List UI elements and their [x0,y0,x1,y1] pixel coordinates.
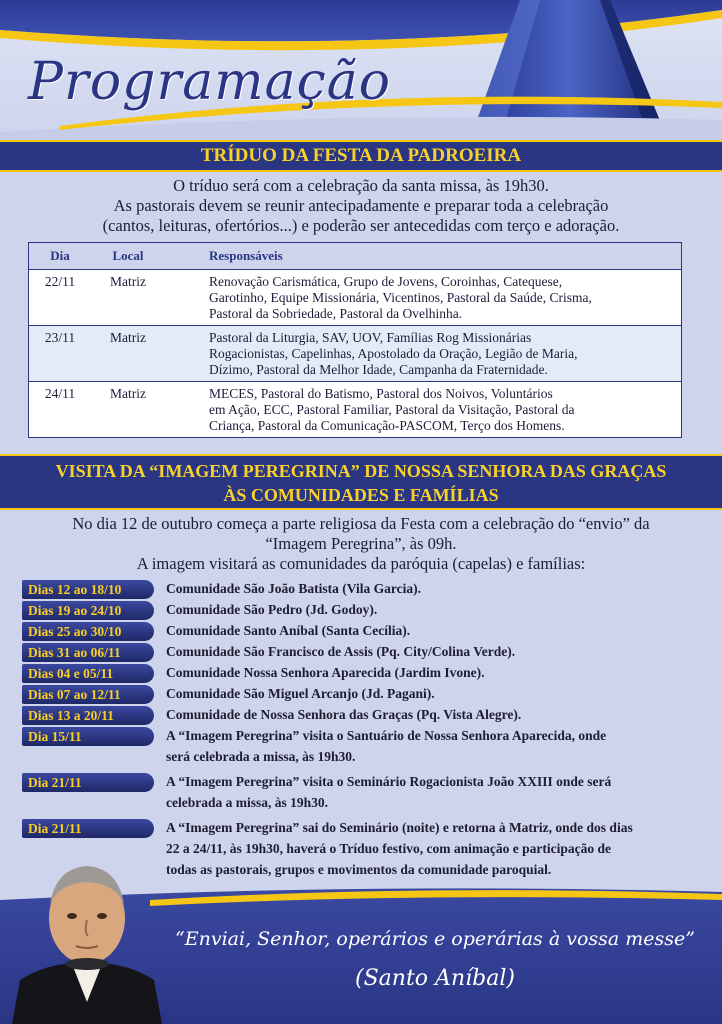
resp-line: Criança, Pastoral da Comunicação-PASCOM, Terço dos Homens. [209,418,565,433]
date-badge: Dias 19 ao 24/10 [22,601,154,620]
cell-local: Matriz [110,330,146,345]
cell-day: 23/11 [44,330,76,345]
cell-local: Matriz [110,386,146,401]
schedule-text: A “Imagem Peregrina” visita o Seminário Rogacionista João XXIII onde será [166,774,612,789]
visita-heading-line: VISITA DA “IMAGEM PEREGRINA” DE NOSSA SENHORA DAS GRAÇAS [55,461,667,481]
cell-day: 24/11 [44,386,76,401]
resp-line: Pastoral da Liturgia, SAV, UOV, Famílias Rog Missionárias [209,330,532,345]
date-badge: Dias 07 ao 12/11 [22,685,154,704]
triduo-intro [0,176,722,236]
footer-quote: “Enviai, Senhor, operários e operárias à vossa messe” [175,928,695,950]
schedule-text: será celebrada a missa, às 19h30. [166,749,356,764]
date-badge: Dias 25 ao 30/10 [22,622,154,641]
table-header-row [29,243,681,269]
intro-line: No dia 12 de outubro começa a parte religiosa da Festa com a celebração do “envio” da [72,514,650,533]
cell-responsaveis [165,382,681,437]
resp-line: Pastoral da Sobriedade, Pastoral da Ovelhinha. [209,306,463,321]
schedule-text: Comunidade São Francisco de Assis (Pq. City/Colina Verde). [166,644,516,659]
visita-heading-line: ÀS COMUNIDADES E FAMÍLIAS [223,485,499,505]
date-badge: Dias 04 e 05/11 [22,664,154,683]
resp-line: Renovação Carismática, Grupo de Jovens, Coroinhas, Catequese, [209,274,563,289]
table-row [29,325,681,381]
schedule-text: Comunidade São João Batista (Vila Garcia). [166,581,422,596]
intro-line: “Imagem Peregrina”, às 09h. [265,534,457,553]
resp-line: Rogacionistas, Capelinhas, Apostolado da Oração, Legião de Maria, [209,346,578,361]
cell-responsaveis [165,270,681,325]
triduo-table [28,242,682,438]
intro-line: (cantos, leituras, ofertórios...) e poderão ser antecedidas com terço e adoração. [102,216,620,235]
resp-line: Garotinho, Equipe Missionária, Vicentinos, Pastoral da Saúde, Crisma, [209,290,592,305]
date-badge: Dias 31 ao 06/11 [22,643,154,662]
triduo-heading: TRÍDUO DA FESTA DA PADROEIRA [0,140,722,172]
schedule-text: Comunidade Santo Aníbal (Santa Cecília). [166,623,411,638]
resp-line: em Ação, ECC, Pastoral Familiar, Pastoral da Visitação, Pastoral da [209,402,575,417]
schedule-text: Comunidade Nossa Senhora Aparecida (Jardim Ivone). [166,665,485,680]
page-title: Programação [28,52,392,112]
table-row [29,269,681,325]
schedule-text: celebrada a missa, às 19h30. [166,795,328,810]
intro-line: A imagem visitará as comunidades da paróquia (capelas) e famílias: [136,554,586,573]
date-badge: Dia 15/11 [22,727,154,746]
date-badge: Dias 12 ao 18/10 [22,580,154,599]
column-header-responsaveis: Responsáveis [209,248,283,263]
column-header-local: Local [112,248,144,263]
schedule-text: Comunidade São Pedro (Jd. Godoy). [166,602,378,617]
intro-line: O tríduo será com a celebração da santa missa, às 19h30. [173,176,549,195]
cell-responsaveis [165,326,681,381]
resp-line: MECES, Pastoral do Batismo, Pastoral dos Noivos, Voluntários [209,386,553,401]
saint-portrait-image [12,852,162,1024]
schedule-text: A “Imagem Peregrina” visita o Santuário de Nossa Senhora Aparecida, onde [166,728,607,743]
schedule-text: todas as pastorais, grupos e movimentos da comunidade paroquial. [166,862,552,877]
footer-author: (Santo Aníbal) [355,966,515,991]
cell-local: Matriz [110,274,146,289]
schedule-text: Comunidade de Nossa Senhora das Graças (Pq. Vista Alegre). [166,707,522,722]
visita-intro [0,514,722,574]
resp-line: Dízimo, Pastoral da Melhor Idade, Campanha da Fraternidade. [209,362,548,377]
schedule-text: 22 a 24/11, às 19h30, haverá o Tríduo festivo, com animação e participação de [166,841,611,856]
header [0,0,722,140]
schedule-text: A “Imagem Peregrina” sai do Seminário (noite) e retorna à Matriz, onde dos dias [166,820,633,835]
date-badge: Dias 13 a 20/11 [22,706,154,725]
date-badge: Dia 21/11 [22,773,154,792]
table-row [29,381,681,437]
schedule-text: Comunidade São Miguel Arcanjo (Jd. Pagani). [166,686,435,701]
intro-line: As pastorais devem se reunir antecipadamente e preparar toda a celebração [113,196,609,215]
visita-heading [0,454,722,510]
date-badge: Dia 21/11 [22,819,154,838]
column-header-day: Dia [50,248,70,263]
cell-day: 22/11 [44,274,76,289]
